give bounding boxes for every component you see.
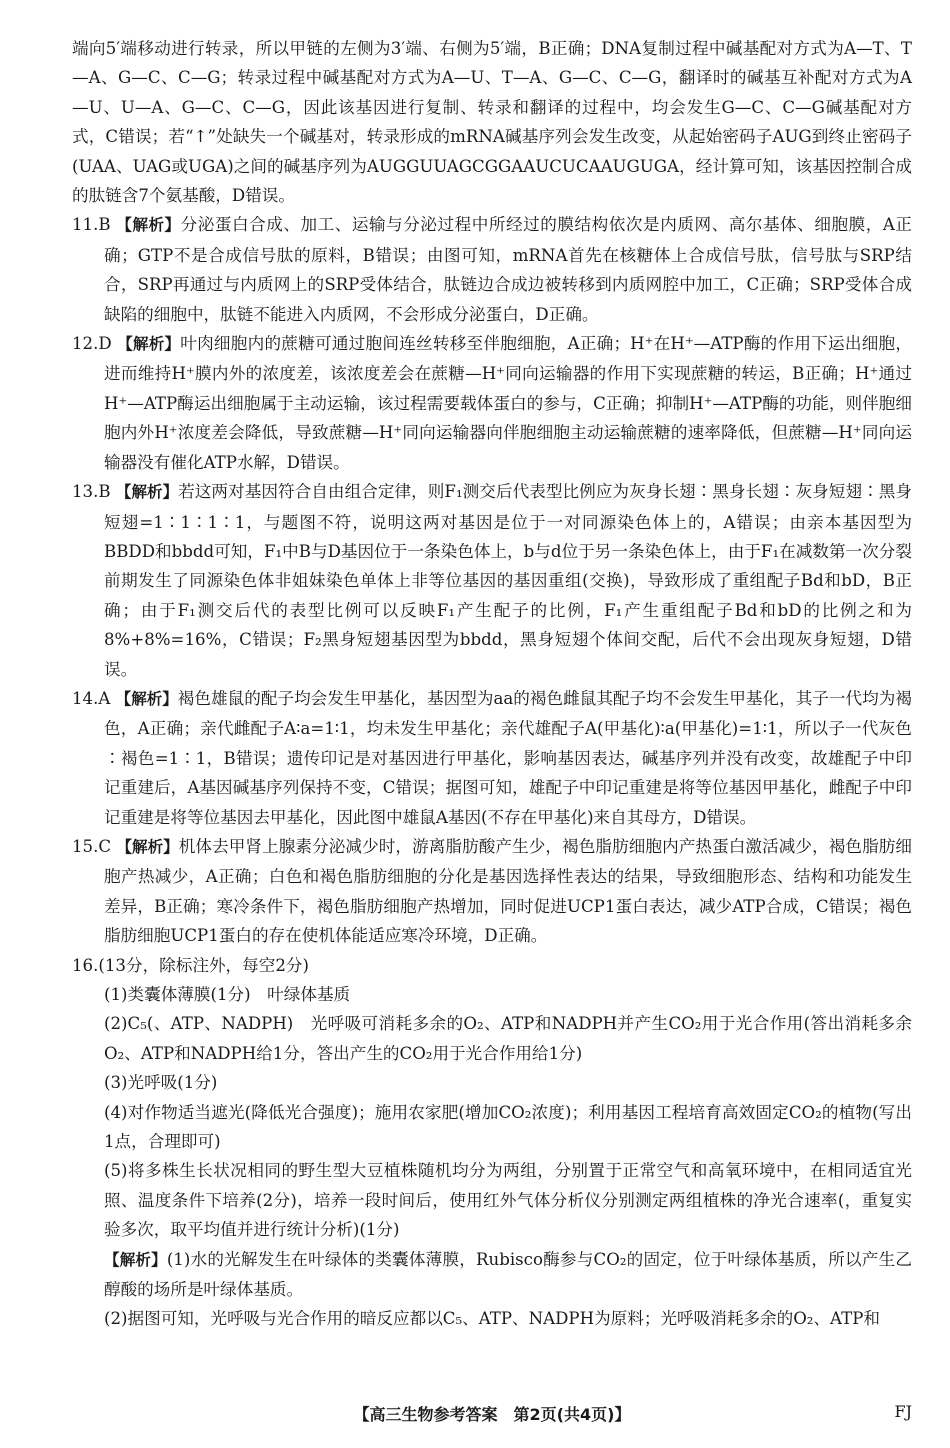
q16-answer-2: (2)C₅(、ATP、NADPH) 光呼吸可消耗多余的O₂、ATP和NADPH并产生CO₂用于光合作用(答出消耗多余O₂、ATP和NADPH给1分，答出产生的CO₂用于光合作用给1分): [104, 1014, 912, 1063]
q13-number: 13.B: [72, 482, 111, 502]
analysis-tag: 【解析】: [104, 1250, 167, 1269]
analysis-tag: 【解析】: [115, 689, 178, 708]
footer-code: FJ: [894, 1402, 912, 1421]
q16-answer-1: (1)类囊体薄膜(1分) 叶绿体基质: [104, 985, 351, 1004]
q16-explanation-1-text: (1)水的光解发生在叶绿体的类囊体薄膜，Rubisco酶参与CO₂的固定，位于叶绿体基质，所以产生乙醇酸的场所是叶绿体基质。: [104, 1249, 912, 1300]
q16-header: 16.(13分，除标注外，每空2分): [72, 955, 309, 975]
page-footer: [72, 1402, 912, 1432]
q12-text: 叶肉细胞内的蔗糖可通过胞间连丝转移至伴胞细胞，A正确；H⁺在H⁺—ATP酶的作用下运出细胞，进而维持H⁺膜内外的浓度差，该浓度差会在蔗糖—H⁺同向运输器的作用下实现蔗糖的转运，B正确；H⁺通过H⁺—ATP酶运出细胞属于主动运输，该过程需要载体蛋白的参与，C正确；抑制H⁺—ATP酶的功能，则伴胞细胞内外H⁺浓度差会降低，导致蔗糖—H⁺同向运输器向伴胞细胞主动运输蔗糖的速率降低，但蔗糖—H⁺同向运输器没有催化ATP水解，D错误。: [104, 334, 912, 472]
q15-text: 机体去甲肾上腺素分泌减少时，游离脂肪酸产生少，褐色脂肪细胞内产热蛋白激活减少，褐色脂肪细胞产热减少，A正确；白色和褐色脂肪细胞的分化是基因选择性表达的结果，导致细胞形态、结构和功能发生差异，B正确；寒冷条件下，褐色脂肪细胞产热增加，同时促进UCP1蛋白表达，减少ATP合成，C错误；褐色脂肪细胞UCP1蛋白的存在使机体能适应寒冷环境，D正确。: [104, 836, 912, 946]
q12-number: 12.D: [72, 334, 112, 354]
q15-item: [72, 832, 912, 951]
q13-text: 若这两对基因符合自由组合定律，则F₁测交后代表型比例应为灰身长翅∶黑身长翅∶灰身短翅∶黑身短翅=1∶1∶1∶1，与题图不符，说明这两对基因是位于一对同源染色体上的，A错误；由亲本基因型为BBDD和bbdd可知，F₁中B与D基因位于一条染色体上，b与d位于另一条染色体上，由于F₁在减数第一次分裂前期发生了同源染色体非姐妹染色单体上非等位基因的基因重组(交换)，导致形成了重组配子Bd和bD，B正确；由于F₁测交后代的表型比例可以反映F₁产生配子的比例，F₁产生重组配子Bd和bD的比例之和为8%+8%=16%，C错误；F₂黑身短翅基因型为bbdd，黑身短翅个体间交配，后代不会出现灰身短翅，D错误。: [104, 482, 912, 679]
analysis-tag: 【解析】: [116, 837, 179, 856]
answer-page: [72, 34, 912, 1334]
q14-item: [72, 684, 912, 832]
q11-number: 11.B: [72, 215, 111, 235]
analysis-tag: 【解析】: [115, 483, 179, 502]
q13-item: [72, 477, 912, 684]
q16-explanation-1: [72, 1245, 912, 1305]
footer-title: 【高三生物参考答案 第2页(共4页)】: [353, 1405, 631, 1424]
q14-text: 褐色雄鼠的配子均会发生甲基化，基因型为aa的褐色雌鼠其配子均不会发生甲基化，其子一代均为褐色，A正确；亲代雌配子A∶a=1∶1，均未发生甲基化；亲代雄配子A(甲基化)∶a(甲基化)=1∶1，所以子一代灰色∶褐色=1∶1，B错误；遗传印记是对基因进行甲基化，影响基因表达，碱基序列并没有改变，故雄配子中印记重建后，A基因碱基序列保持不变，C错误；据图可知，雄配子中印记重建是将等位基因甲基化，雌配子中印记重建是将等位基因去甲基化，因此图中雄鼠A基因(不存在甲基化)来自其母方，D错误。: [104, 688, 912, 827]
q16-answer-5: (5)将多株生长状况相同的野生型大豆植株随机均分为两组，分别置于正常空气和高氧环境中，在相同适宜光照、温度条件下培养(2分)，培养一段时间后，使用红外气体分析仪分别测定两组植株的净光合速率(，重复实验多次，取平均值并进行统计分析)(1分): [104, 1161, 912, 1240]
q16-answer-3: (3)光呼吸(1分): [104, 1073, 218, 1093]
q16-answer-4: (4)对作物适当遮光(降低光合强度)；施用农家肥(增加CO₂浓度)；利用基因工程培育高效固定CO₂的植物(写出1点，合理即可): [104, 1102, 912, 1152]
q15-number: 15.C: [72, 836, 112, 856]
q16-explanation-2: (2)据图可知，光呼吸与光合作用的暗反应都以C₅、ATP、NADPH为原料；光呼吸消耗多余的O₂、ATP和: [104, 1309, 880, 1329]
q11-item: [72, 210, 912, 329]
q10-continued-text: 端向5′端移动进行转录，所以甲链的左侧为3′端、右侧为5′端，B正确；DNA复制过程中碱基配对方式为A—T、T—A、G—C、C—G；转录过程中碱基配对方式为A—U、T—A、G—C、C—G，翻译时的碱基互补配对方式为A—U、U—A、G—C、C—G，因此该基因进行复制、转录和翻译的过程中，均会发生G—C、C—G碱基配对方式，C错误；若“↑”处缺失一个碱基对，转录形成的mRNA碱基序列会发生改变，从起始密码子AUG到终止密码子(UAA、UAG或UGA)之间的碱基序列为AUGGUUAGCGGAAUCUCAAUGUGA，经计算可知，该基因控制合成的肽链含7个氨基酸，D错误。: [72, 39, 912, 206]
q12-item: [72, 329, 912, 477]
analysis-tag: 【解析】: [116, 216, 181, 235]
q11-text: 分泌蛋白合成、加工、运输与分泌过程中所经过的膜结构依次是内质网、高尔基体、细胞膜，A正确；GTP不是合成信号肽的原料，B错误；由图可知，mRNA首先在核糖体上合成信号肽，信号肽与SRP结合，SRP再通过与内质网上的SRP受体结合，肽链边合成边被转移到内质网腔中加工，C正确；SRP受体合成缺陷的细胞中，肽链不能进入内质网，不会形成分泌蛋白，D正确。: [104, 215, 912, 324]
analysis-tag: 【解析】: [117, 335, 181, 354]
q14-number: 14.A: [72, 688, 111, 708]
